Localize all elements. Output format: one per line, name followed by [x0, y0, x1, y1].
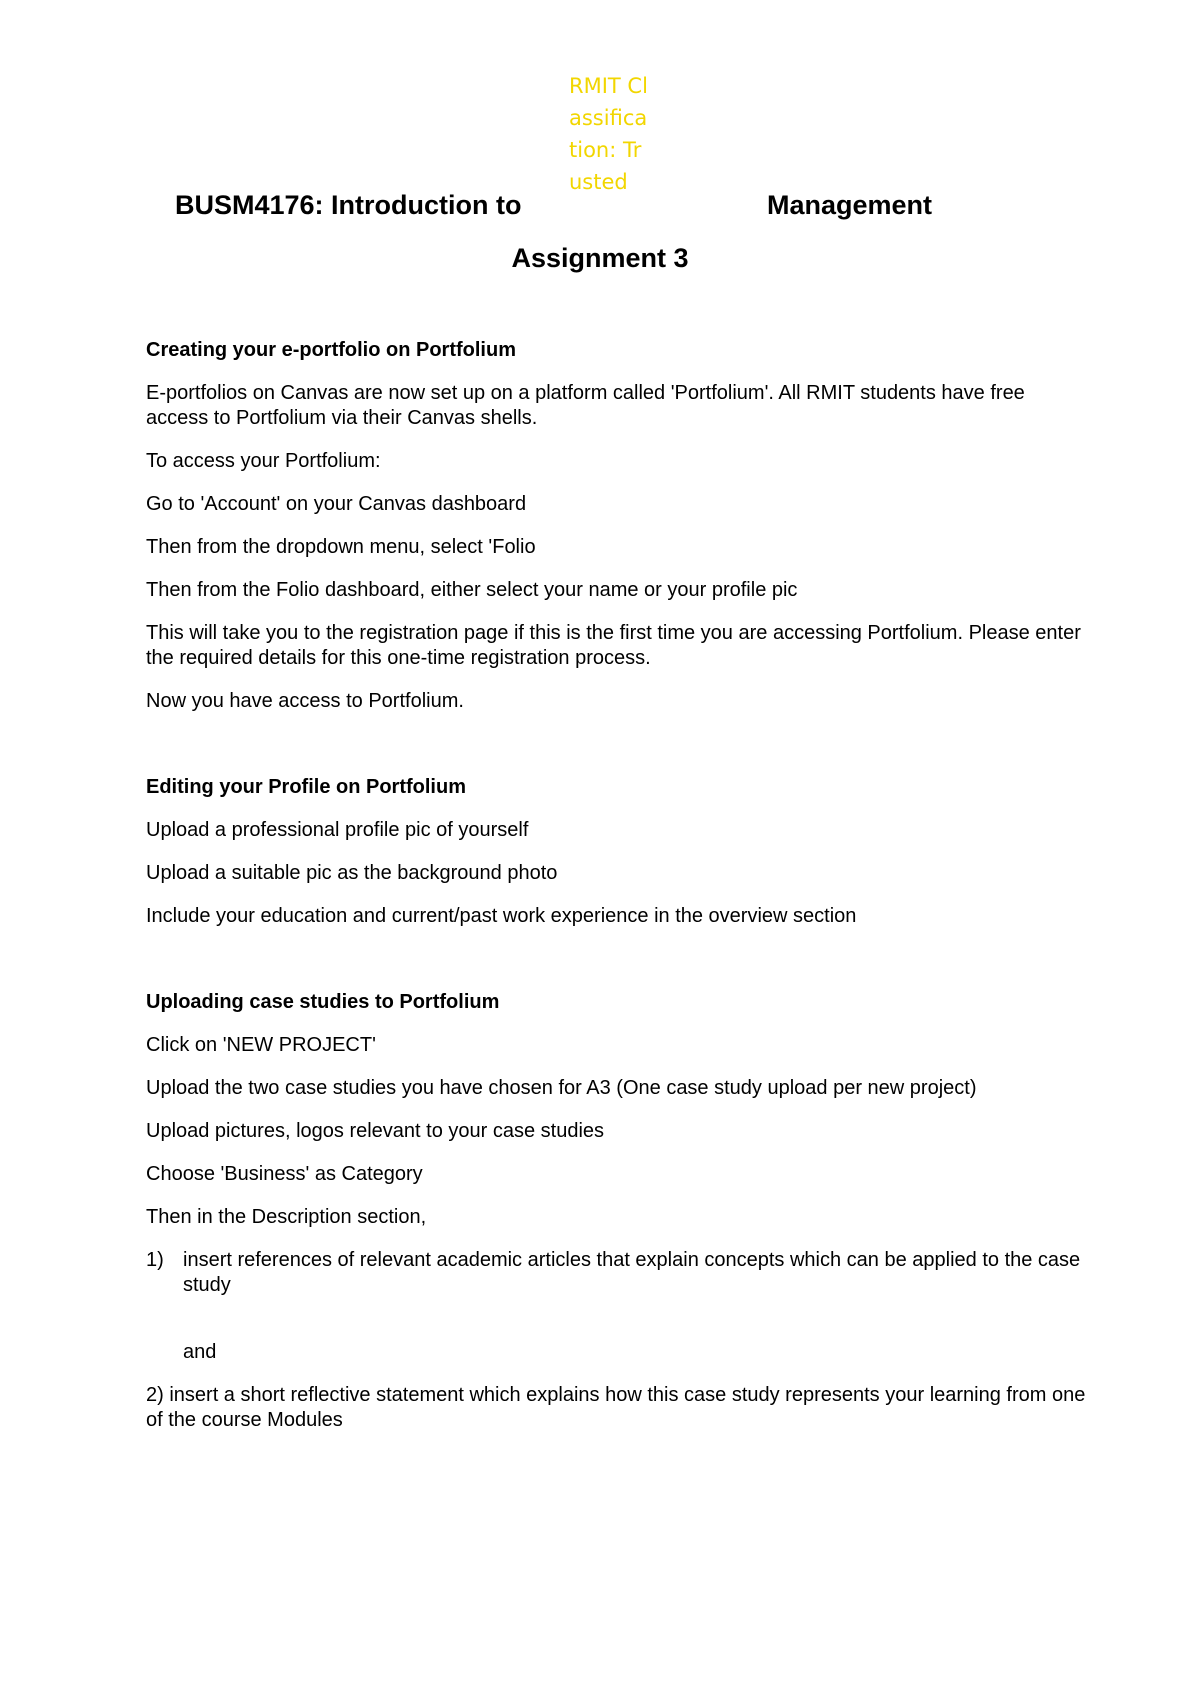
title-right: Management	[767, 190, 933, 220]
section-gap	[146, 947, 1086, 990]
paragraph: Go to 'Account' on your Canvas dashboard	[146, 493, 527, 515]
paragraph: Upload the two case studies you have chosen for A3 (One case study upload per new project)	[146, 1077, 977, 1099]
paragraph: Then from the Folio dashboard, either select your name or your profile pic	[146, 579, 798, 601]
assignment-subtitle: Assignment 3	[511, 243, 689, 273]
item-text: insert references of relevant academic articles that explain concepts which can be applied to the case study	[183, 1249, 1081, 1296]
paragraph: Then from the dropdown menu, select 'Folio	[146, 536, 536, 558]
title-left: BUSM4176: Introduction to	[175, 190, 522, 220]
section-heading-editing: Editing your Profile on Portfolium	[146, 776, 466, 798]
paragraph: Choose 'Business' as Category	[146, 1163, 423, 1185]
numbered-item-1	[146, 1248, 1086, 1298]
numbered-item-2: 2) insert a short reflective statement which explains how this case study represents your learning from one of the course Modules	[146, 1384, 1086, 1431]
section-heading-creating: Creating your e-portfolio on Portfolium	[146, 339, 516, 361]
item-number: 1)	[146, 1249, 164, 1271]
section-gap	[146, 732, 1086, 775]
paragraph: Click on 'NEW PROJECT'	[146, 1034, 376, 1056]
section-heading-uploading: Uploading case studies to Portfolium	[146, 991, 500, 1013]
paragraph: Then in the Description section,	[146, 1206, 427, 1228]
and-text: and	[183, 1341, 217, 1363]
paragraph: To access your Portfolium:	[146, 450, 381, 472]
paragraph: This will take you to the registration page if this is the first time you are accessing Portfolium. Please enter the required details for this one-time registration process.	[146, 622, 1081, 669]
paragraph: Upload a professional profile pic of yourself	[146, 819, 529, 841]
paragraph: Upload pictures, logos relevant to your case studies	[146, 1120, 605, 1142]
paragraph: Now you have access to Portfolium.	[146, 690, 464, 712]
classification-label: RMIT Classification: Trusted	[569, 74, 648, 194]
paragraph: Upload a suitable pic as the background photo	[146, 862, 558, 884]
paragraph: Include your education and current/past work experience in the overview section	[146, 905, 857, 927]
paragraph: E-portfolios on Canvas are now set up on a platform called 'Portfolium'. All RMIT students have free access to Portfolium via their Canvas shells.	[146, 382, 1025, 429]
spacer	[146, 1316, 1086, 1340]
document-body	[146, 338, 1086, 1451]
